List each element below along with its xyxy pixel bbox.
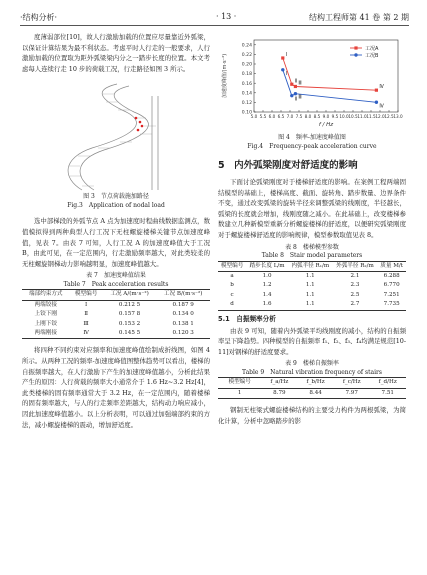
right-column	[218, 32, 406, 426]
table-cell: 1.4	[262, 291, 272, 298]
table-cell: b	[230, 282, 234, 289]
legend-label: 工况A	[365, 45, 379, 52]
table-cell: 1.6	[262, 301, 272, 308]
x-tick-label: 8.0	[304, 114, 312, 119]
table-header: f_b/Hz	[297, 378, 333, 388]
table-header: 外弧半径 R₂/m	[333, 261, 378, 271]
table-header: 内弧半径 R₁/m	[288, 261, 333, 271]
paragraph: 由表 9 可知，随着内外弧梁平均线刚度的减小，结构的自振频率呈下降趋势。四种模型的自振频率 f₁、f₂、f₃、f₄均满足规范[10-11]对钢梯的舒适度要求。	[218, 326, 406, 356]
header-rule	[20, 25, 409, 26]
legend-marker	[354, 46, 357, 49]
table-header: 踏步长度 L/m	[246, 261, 288, 271]
table-cell: 两端刚接	[34, 329, 57, 336]
data-point	[281, 68, 284, 71]
table-9-caption-en: Table 9 Natural vibration frequency of stairs	[242, 368, 382, 376]
table-7	[22, 289, 210, 339]
y-tick-label: 0.22	[241, 53, 252, 58]
page-header	[20, 10, 409, 24]
point-label: Ⅳ	[379, 85, 384, 91]
point-label: Ⅰ	[285, 71, 288, 77]
table-8-caption-cn: 表 8 楼梯模型参数	[285, 243, 339, 251]
table-cell: 2.5	[350, 291, 360, 298]
table-cell: 0.212 5	[118, 301, 141, 308]
x-tick-label: 12.0	[375, 114, 385, 119]
section-heading: 5 内外弧梁刚度对舒适度的影响	[218, 160, 358, 171]
figure-3	[22, 78, 210, 193]
data-point	[290, 83, 293, 86]
table-cell: 7.251	[383, 291, 400, 298]
x-tick-label: 11.5	[366, 114, 376, 119]
x-tick-label: 9.5	[331, 114, 339, 119]
legend-label: 工况B	[365, 52, 379, 59]
point-label: Ⅳ	[379, 104, 384, 110]
figure-4-caption-cn: 图 4 频率-加速度峰值图	[278, 134, 346, 141]
data-point	[290, 94, 293, 97]
table-header: 工况 A/(m·s⁻²)	[103, 290, 157, 300]
table-row	[218, 271, 406, 281]
x-tick-label: 12.5	[384, 114, 394, 119]
table-cell: 上铰下刚	[34, 311, 57, 318]
table-cell: 0.145 5	[118, 329, 141, 336]
table-row	[22, 320, 210, 329]
table-header: f_c/Hz	[334, 378, 370, 388]
x-tick-label: 5.5	[259, 114, 267, 119]
legend-marker	[354, 53, 357, 56]
table-cell: 1.1	[305, 282, 315, 289]
x-tick-label: 10.0	[339, 114, 349, 119]
x-tick-label: 6.0	[268, 114, 276, 119]
x-tick-label: 6.5	[277, 114, 285, 119]
point-label: Ⅰ	[285, 53, 288, 58]
table-cell: 上刚下铰	[34, 320, 57, 327]
table-cell: 1.1	[305, 272, 315, 279]
figure-3-caption-cn: 图 3 节点荷载施加路径	[83, 193, 149, 201]
table-header: 工况 B/(m·s⁻²)	[156, 290, 210, 300]
table-9-caption-cn: 表 9 楼梯自振频率	[285, 360, 339, 368]
point-label: Ⅲ	[298, 81, 302, 87]
table-cell: a	[230, 272, 234, 279]
table-header: 质量 M/t	[377, 261, 406, 271]
point-label: Ⅲ	[298, 95, 302, 101]
frequency-acceleration-chart	[218, 32, 406, 134]
x-tick-label: 11.0	[357, 114, 367, 119]
y-tick-label: 0.12	[241, 101, 252, 106]
table-header: 模型编号	[218, 261, 246, 271]
paragraph: 选中部梯段的外弧节点 A 点为加速度时程曲线数据监测点，数值模拟得到两种典型人行工况下无柱螺旋楼梯关键节点加速度峰值，见表 7。由表 7 可知，人行工况 A 的加速度峰值大于工况 B，由此可见，在一定范围内，行走激励频率越大，对此类较柔的无柱螺旋钢梯动力影响越明显，加速度峰值越大。	[22, 217, 210, 268]
table-cell: 两端铰接	[34, 301, 57, 308]
table-cell: c	[230, 291, 234, 298]
table-cell: 2.1	[350, 272, 360, 279]
subsection-heading: 5.1 自振频率分析	[218, 314, 276, 323]
data-point	[294, 92, 297, 95]
x-tick-label: 8.5	[313, 114, 321, 119]
y-tick-label: 0.10	[241, 110, 252, 116]
table-9	[218, 377, 406, 399]
x-tick-label: 10.5	[348, 114, 358, 119]
table-cell: 0.187 9	[172, 301, 194, 308]
table-cell: d	[230, 301, 234, 308]
table-cell: 8.79	[273, 389, 286, 396]
table-cell: 2.7	[350, 301, 360, 308]
point-label: Ⅱ	[294, 79, 298, 85]
x-tick-label: 5.0	[250, 114, 258, 119]
table-cell: 1.1	[305, 301, 315, 308]
table-8-caption-en: Table 8 Stair model parameters	[261, 252, 363, 260]
figure-4	[218, 32, 406, 134]
page-number: · 13 ·	[216, 12, 237, 21]
table-row	[22, 329, 210, 339]
table-header: f_a/Hz	[261, 378, 297, 388]
header-section: ·结构分析·	[20, 13, 58, 22]
figure-4-caption-en: Fig.4 Frequency-peak acceleration curve	[247, 142, 377, 150]
x-axis-label: f / Hz	[318, 122, 334, 128]
journal-title: 结构工程师第 41 卷 第 2 期	[309, 13, 409, 22]
paragraph: 下面讨论弧梁刚度对于楼梯舒适度的影响。在案例工程两端固结模型的基础上，楼梯高度、截面、旋转角、踏步数量、边界条件不变，通过改变弧梁的旋转半径来调整弧梁的线刚度，半径越长，弧梁的长度就会增加，线刚度随之减小。在此基础上，改变楼梯参数建立几种新模型重新分析螺旋楼梯的舒适度，以便研究弧梁刚度对于螺旋楼梯舒适度的影响规律，模型参数取值见表 8。	[218, 178, 406, 239]
x-tick-label: 7.0	[286, 114, 294, 119]
table-row	[22, 310, 210, 319]
table-cell: 0.157 8	[118, 311, 141, 318]
table-cell: Ⅰ	[85, 301, 88, 308]
y-tick-label: 0.14	[241, 91, 252, 97]
table-header: 端部约束方式	[22, 290, 69, 300]
table-cell: 0.120 3	[172, 329, 194, 336]
paragraph: 钢制无柱梁式螺旋楼梯结构的主要受力构件为两根弧梁，为简化计算，分析中忽略踏步的影	[218, 406, 406, 425]
table-cell: 1.0	[262, 272, 272, 279]
table-cell: 1.1	[305, 291, 315, 298]
paragraph: 度薄弱部位[10]，故人行激励加载的位置应尽量靠近外弧梁，以保证计算结果为最不利状态。考虑平时人行走的一般要求，人行激励加载的位置取为距外弧梁梁内分之一踏步长度的位置。本文考虑每人连续行走 10 步的荷载工况，行走路径如图 3 所示。	[22, 33, 210, 73]
table-8	[218, 261, 406, 311]
table-row	[218, 291, 406, 300]
table-cell: 8.44	[309, 389, 322, 396]
paragraph: 将四种不同约束对应频率和加速度峰值绘制成折线图，如图 4 所示。从两种工况的频率-加速度峰值图整体趋势可以看出，楼梯的自振频率越大，在人行激励下产生的加速度峰值越小，分析此结果产生的原因：人行荷载的频率大小通常介于 1.6 Hz~3.2 Hz[4]，此类楼梯的固有频率通常大于 3.2 Hz，在一定范围内，随着楼梯的固有频率越大，与人的行走频率差距越大，结构动力响应减小，因此加速度峰值越小。以上分析表明，可以通过加强端部约束的方法，减小螺旋楼梯的震动，增加舒适度。	[22, 346, 210, 429]
y-tick-label: 0.16	[241, 81, 252, 87]
table-header: f_d/Hz	[370, 378, 406, 388]
table-7-caption-en: Table 7 Peak acceleration results	[63, 280, 169, 288]
y-tick-label: 0.18	[241, 72, 252, 78]
table-row	[218, 300, 406, 310]
table-cell: 0.153 2	[118, 320, 141, 327]
y-axis-label: 加速度峰值/(m·s⁻²)	[222, 53, 228, 99]
table-cell: 1	[237, 389, 242, 396]
table-cell: 7.97	[345, 389, 358, 396]
table-cell: Ⅲ	[83, 320, 89, 327]
table-row	[22, 300, 210, 310]
table-header: 模型编号	[69, 290, 102, 300]
x-tick-label: 9.0	[322, 114, 330, 119]
table-cell: 1.2	[262, 282, 272, 289]
table-cell: 7.735	[383, 301, 400, 308]
table-cell: 0.134 0	[172, 311, 194, 318]
table-row	[218, 388, 406, 398]
left-column	[22, 32, 210, 430]
table-cell: 2.3	[350, 282, 360, 289]
y-tick-label: 0.24	[241, 43, 252, 49]
y-tick-label: 0.20	[241, 62, 252, 68]
data-point	[375, 89, 378, 92]
table-cell: Ⅳ	[83, 329, 89, 336]
table-cell: Ⅱ	[84, 311, 89, 318]
table-row	[218, 281, 406, 290]
stair-load-path-drawing	[22, 78, 210, 193]
table-cell: 0.138 1	[172, 320, 194, 327]
data-point	[281, 56, 284, 59]
table-cell: 6.770	[383, 282, 400, 289]
table-cell: 6.288	[383, 272, 400, 279]
point-label: Ⅱ	[294, 97, 298, 103]
data-point	[294, 85, 297, 88]
data-point	[375, 101, 378, 104]
table-header: 模型编号	[218, 378, 261, 388]
table-cell: 7.51	[381, 389, 394, 396]
figure-3-caption-en: Fig.3 Application of nodal load	[67, 201, 165, 209]
table-7-caption-cn: 表 7 加速度峰值结果	[86, 272, 146, 280]
x-tick-label: 13.0	[393, 114, 403, 119]
x-tick-label: 7.5	[295, 114, 303, 119]
